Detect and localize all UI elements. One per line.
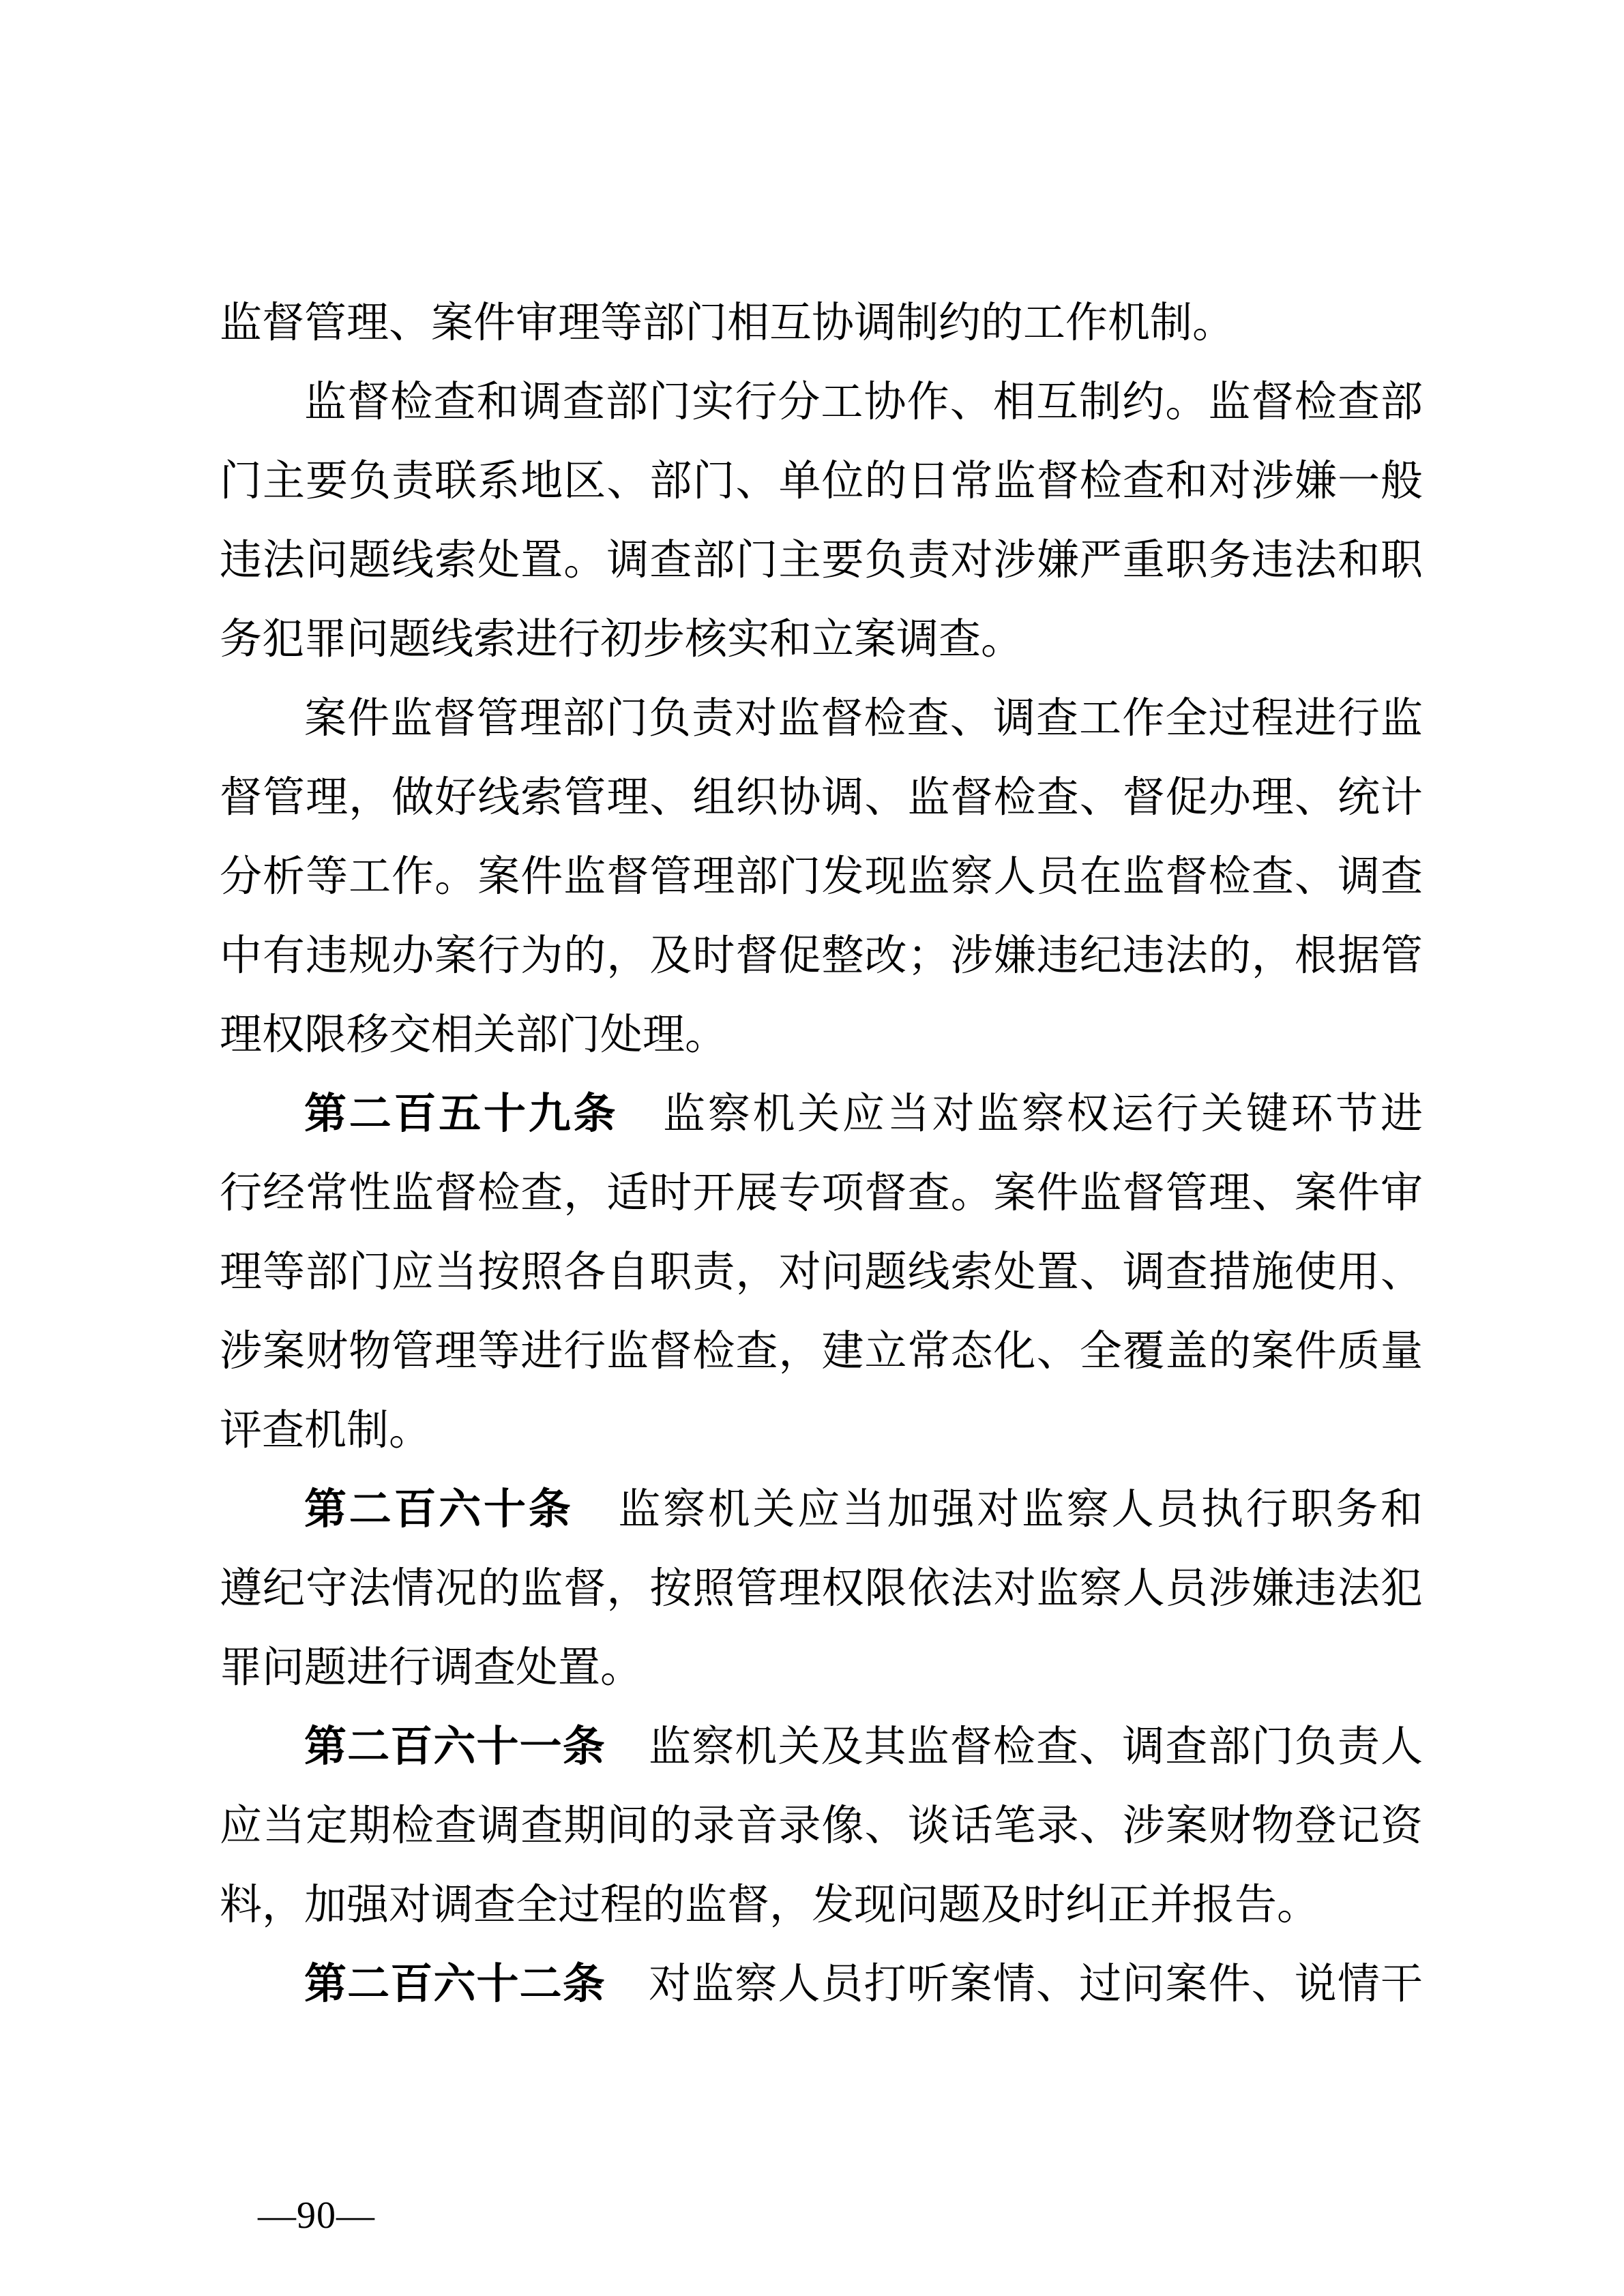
paragraph-article-261: [220, 1708, 1423, 1945]
text-line: [220, 1233, 1423, 1312]
text-line: [220, 1945, 1423, 2024]
text-line: [220, 837, 1423, 916]
line-text: 门主要负责联系地区、部门、单位的日常监督检查和对涉嫌一般: [220, 458, 1423, 505]
line-text: 案件监督管理部门负责对监督检查、调查工作全过程进行监: [304, 696, 1423, 742]
text-line: [220, 996, 1423, 1075]
line-text: 应当定期检查调查期间的录音录像、谈话笔录、涉案财物登记资: [220, 1803, 1423, 1849]
text-line: [220, 521, 1423, 600]
text-line: [220, 1549, 1423, 1628]
article-number: 第二百六十条: [304, 1487, 574, 1533]
text-line: [220, 758, 1423, 837]
paragraph: [220, 363, 1423, 679]
line-text: 行经常性监督检查，适时开展专项督查。案件监督管理、案件审: [220, 1170, 1423, 1217]
article-number: 第二百六十一条: [304, 1724, 606, 1770]
paragraph-article-260: [220, 1470, 1423, 1708]
line-text: 监督检查和调查部门实行分工协作、相互制约。监督检查部: [304, 379, 1423, 426]
line-text: 料，加强对调查全过程的监督，发现问题及时纠正并报告。: [220, 1882, 1320, 1928]
line-text: 监督管理、案件审理等部门相互协调制约的工作机制。: [220, 300, 1235, 346]
text-line: [220, 1708, 1423, 1787]
line-text: 理权限移交相关部门处理。: [220, 1012, 728, 1058]
text-line: [220, 442, 1423, 521]
text-line: [220, 363, 1423, 442]
line-text: 评查机制。: [220, 1407, 432, 1454]
page-number: —90—: [258, 2194, 375, 2237]
paragraph-article-262: [220, 1945, 1423, 2024]
text-line: [220, 1866, 1423, 1945]
text-line: [220, 284, 1423, 363]
text-line: [220, 1470, 1423, 1549]
line-text: 涉案财物管理等进行监督检查，建立常态化、全覆盖的案件质量: [220, 1328, 1423, 1375]
text-line: [220, 1628, 1423, 1708]
line-text: 罪问题进行调查处置。: [220, 1645, 643, 1691]
text-block: [220, 284, 1423, 2024]
line-text: 理等部门应当按照各自职责，对问题线索处置、调查措施使用、: [220, 1249, 1423, 1296]
text-line: [220, 1787, 1423, 1866]
text-line: [220, 600, 1423, 679]
line-text: 中有违规办案行为的，及时督促整改；涉嫌违纪违法的，根据管: [220, 933, 1423, 979]
text-line: [220, 1312, 1423, 1391]
paragraph: [220, 284, 1423, 363]
line-text: 遵纪守法情况的监督，按照管理权限依法对监察人员涉嫌违法犯: [220, 1566, 1423, 1612]
paragraph: [220, 679, 1423, 1075]
line-text: 分析等工作。案件监督管理部门发现监察人员在监督检查、调查: [220, 854, 1423, 900]
article-number: 第二百六十二条: [304, 1961, 606, 2008]
line-text: 监察机关应当加强对监察人员执行职务和: [573, 1487, 1423, 1533]
line-text: 务犯罪问题线索进行初步核实和立案调查。: [220, 616, 1024, 663]
paragraph-article-259: [220, 1075, 1423, 1470]
article-number: 第二百五十九条: [304, 1091, 619, 1137]
line-text: 违法问题线索处置。调查部门主要负责对涉嫌严重职务违法和职: [220, 537, 1423, 584]
text-line: [220, 1154, 1423, 1233]
line-text: 对监察人员打听案情、过问案件、说情干: [605, 1961, 1423, 2008]
text-line: [220, 1391, 1423, 1470]
line-text: 监察机关应当对监察权运行关键环节进: [618, 1091, 1423, 1137]
text-line: [220, 916, 1423, 996]
text-line: [220, 1075, 1423, 1154]
line-text: 监察机关及其监督检查、调查部门负责人: [605, 1724, 1423, 1770]
line-text: 督管理，做好线索管理、组织协调、监督检查、督促办理、统计: [220, 775, 1423, 821]
text-line: [220, 679, 1423, 758]
